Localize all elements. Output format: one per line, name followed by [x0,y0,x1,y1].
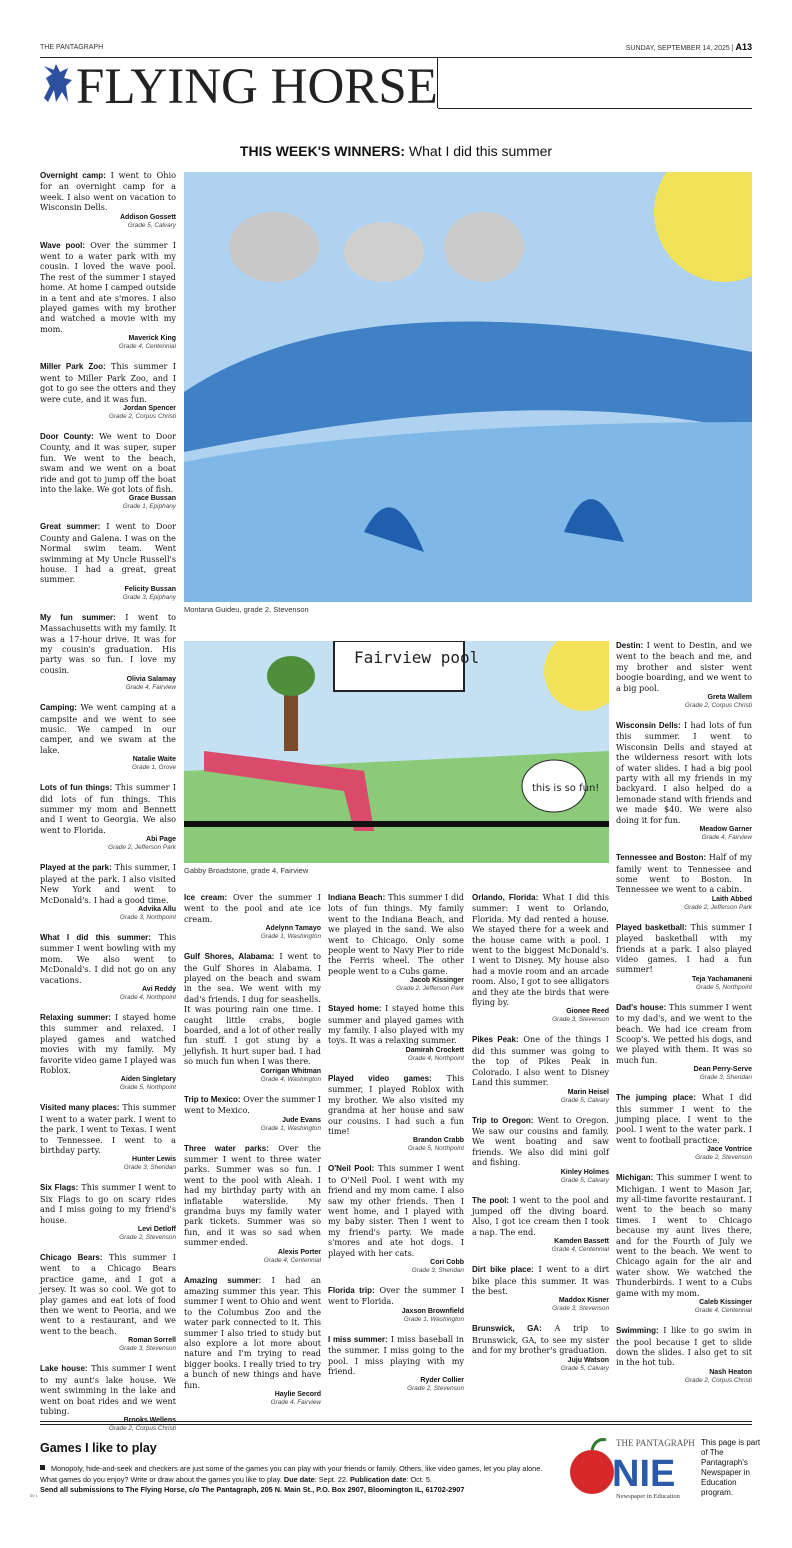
student-grade: Grade 2, Jefferson Park [108,844,176,852]
entry-body [40,932,176,985]
student-grade: Grade 5, Calvary [560,1176,609,1184]
entry-text: This summer I did lots of fun things. My family went to the Indiana Beach, and we played in the sand. We also went to Chicago. Only some people went to Navy Pier to ride the Ferris wheel. The other people went to a Cubs game. [328,892,464,976]
submission-entry [40,240,176,352]
entry-topic: Indiana Beach: [328,893,386,902]
cloud-2 [344,222,424,282]
entry-text: I went to a dirt bike place this summer. It was the best. [472,1264,609,1296]
section-heading-rest: What I did this summer [405,143,553,159]
games-prompt [40,1464,560,1496]
entry-body [328,1003,464,1046]
entry-body [40,862,176,905]
masthead-strip [40,42,752,56]
section-heading-bold: THIS WEEK'S WINNERS: [239,143,406,159]
student-name: Felicity Bussan [124,585,176,593]
student-grade: Grade 2, Jefferson Park [396,985,464,993]
entry-topic: Lake house: [40,1364,88,1374]
student-name: Jacob Kissinger [409,977,464,985]
entry-text: This summer I played basketball with my friends at a park. I also played video games. I had a fun summer! [616,921,752,975]
submission-entry [40,932,176,1002]
entry-body [184,1094,321,1116]
entry-body [616,1002,752,1065]
entry-topic: Chicago Bears: [40,1253,103,1263]
games-title: Games I like to play [40,1441,157,1455]
section-heading [0,143,792,159]
entry-text: Over the summer I went to the pool and ate ice cream. [184,892,321,924]
student-name: Natalie Waite [132,756,176,764]
entry-text: I went to the Gulf Shores in Alabama. I played on the beach and swam in the sea. We went with my dad's friends. I dug for seashells. It was pouring rain one time. I caught little crabs, bogie boarded, and a lot of other really fun stuff. I got stung by a jellyfish. It hurt super bad. I had so much fun when I was there. [184,951,321,1067]
student-name: Jude Evans [282,1116,321,1124]
nie-letters: NIE [612,1453,676,1495]
column-5 [616,640,752,1395]
student-grade: Grade 5, Northpoint [407,1145,464,1153]
submission-entry [472,1264,609,1313]
student-name: Roman Sorrell [128,1337,176,1345]
entry-body [40,1012,176,1075]
entry-text: This summer I went to Michigan. I went to Mason Jar, my all-time favorite restaurant. I went to the beach so many times. I went to Chicago because my aunt lives there, and for the Fourth of July we went to the beach. We went to Chicago again for the air and water show. We watched the Thunderbirds. I went to a Cubs game with my mom. [616,1172,752,1298]
entry-text: A trip to Brunswick, GA, to see my sister and for my brother's graduation. [472,1323,609,1356]
entry-topic: Miller Park Zoo: [40,362,106,372]
column-4 [472,892,609,1383]
student-name: Jordan Spencer [123,404,176,412]
tree-canopy [267,656,315,696]
entry-topic: Visited many places: [40,1103,120,1113]
submission-entry [40,1012,176,1092]
entry-text: This summer I went to my aunt's lake house. We went swimming in the lake and went on boat rides and we went tubing. [40,1363,176,1416]
entry-text: We went camping at a campsite and we went to see music. We camped in our camper, and we swam at the lake. [40,702,176,755]
submission-entry [616,922,752,992]
art1-caption: Montana Guideu, grade 2, Stevenson [184,605,309,614]
entry-text: I went to Destin, and we went to the beach and me, and my brother and sister went boogie boarding, and we went to a big pool. [616,640,752,693]
drawing-ocean [184,172,752,602]
entry-body [472,1264,609,1296]
student-grade: Grade 2, Jefferson Park [684,903,752,911]
entry-topic: Ice cream: [184,893,228,902]
student-name: Abi Page [146,836,176,844]
entry-text: Over the summer I went to Florida. [328,1284,464,1307]
entry-topic: The pool: [472,1195,510,1205]
student-grade: Grade 4, Fairview [125,684,176,692]
entry-body [184,1143,321,1248]
student-name: Teja Yachamaneni [691,975,752,983]
submission-entry [616,720,752,842]
entry-text: This summer, I played at the park. I also visited New York and went to McDonald's. I had a good time. [40,862,176,905]
pub-date: : Oct. 5. [406,1474,432,1484]
submission-entry [184,1143,321,1265]
entry-text: We went to Door County, and it was super, super fun. We went to the beach, swam and we went on a boat ride and got to jump off the boat into the lake. We got lots of fish. [40,430,176,494]
submission-entry [328,1003,464,1063]
entry-body [616,640,752,693]
entry-body [40,702,176,755]
student-grade: Grade 2, Corpus Christi [108,412,176,420]
submission-entry [184,892,321,941]
entry-text: This summer I went to O'Neil Pool. I went with my friend and my mom came. I also saw my other friends. Then I went home, and I played with my baby sister. Then I went to my friend's party. We made s'mores and ate hot dogs. I played with her cats. [328,1163,464,1258]
sign-text: Fairview pool [354,648,480,667]
cloud-3 [444,212,524,282]
submission-entry [40,702,176,772]
student-name: Grace Bussan [128,495,176,503]
submission-entry [40,521,176,601]
student-name: Hunter Lewis [132,1156,176,1164]
student-grade: Grade 4, Centennial [118,343,176,351]
student-name: Advika Allu [138,905,176,913]
student-name: Maddox Kisner [558,1297,609,1305]
due-date: : Sept. 22. [314,1474,351,1484]
student-name: Juju Watson [567,1356,609,1364]
student-name: Damirah Crockett [405,1046,464,1054]
entry-body [472,1115,609,1168]
entry-topic: Destin: [616,641,644,650]
entry-topic: Brunswick, GA: [472,1324,542,1334]
entry-body [184,1275,321,1390]
student-grade: Grade 3, Sheridan [411,1266,464,1274]
student-name: Avi Reddy [142,985,176,993]
student-grade: Grade 2, Corpus Christi [684,702,752,710]
student-name: Kamden Bassett [554,1238,609,1246]
student-name: Marin Heisel [567,1088,609,1096]
drawing-pool [184,641,609,863]
student-grade: Grade 1, Washington [260,933,321,941]
entry-topic: The jumping place: [616,1093,696,1103]
submission-entry [40,612,176,692]
student-grade: Grade 4, Fairview [701,834,752,842]
entry-text: I stayed home this summer and relaxed. I played games and watched movies with my family. My favorite video game I played was Roblox. [40,1011,176,1075]
submission-entry [184,1094,321,1133]
entry-topic: Michigan: [616,1173,654,1183]
column-3 [328,892,464,1403]
entry-topic: Six Flags: [40,1183,79,1193]
submission-entry [328,1334,464,1394]
entry-topic: Played basketball: [616,922,687,932]
page-title: FLYING HORSE [76,59,438,115]
entry-topic: Amazing summer: [184,1275,262,1285]
submission-entry [40,1363,176,1433]
student-name: Jace Vontrice [706,1146,752,1154]
student-name: Ryder Collier [420,1377,464,1385]
student-grade: Grade 4, Centennial [551,1246,609,1254]
entry-topic: O'Neil Pool: [328,1164,375,1174]
pool-edge [184,821,609,827]
column-1 [40,170,176,1443]
entry-topic: Three water parks: [184,1143,269,1153]
student-grade: Grade 4, Northpoint [407,1054,464,1062]
entry-topic: Great summer: [40,522,101,532]
page-number: A13 [735,42,752,52]
student-name: Brooks Wellens [123,1417,176,1425]
entry-text: This summer I went to Six Flags to go on scary rides and I miss going to my friend's house. [40,1182,176,1225]
submission-entry [184,1275,321,1407]
entry-body [40,170,176,213]
student-name: Levi Detloff [137,1226,176,1234]
student-grade: Grade 1, Epiphany [122,503,176,511]
entry-body [40,612,176,675]
submission-entry [40,1102,176,1172]
submission-entry [616,1325,752,1385]
submission-entry [184,951,321,1083]
entry-body [40,521,176,584]
entry-topic: Camping: [40,703,77,713]
submission-entry [40,1182,176,1242]
entry-body [40,1102,176,1155]
entry-topic: Overnight camp: [40,171,106,180]
entry-body [616,922,752,975]
entry-topic: Wave pool: [40,240,86,250]
entry-text: I went to Massachusetts with my family. It was a 17-hour drive. It was for my cousin's graduation. His party was so fun. I love my cousin. [40,611,176,675]
entry-topic: Played at the park: [40,863,112,873]
entry-topic: Played video games: [328,1073,432,1083]
entry-text: Over the summer I went to three water parks. Summer was so fun. I went to the pool with Aleah. I had my birthday party with an inflatable waterslide. My grandma buys my family water park tickets. Summer was so fun, and it was so sad when summer ended. [184,1142,321,1248]
student-name: Maverick King [128,335,176,343]
entry-topic: Dad's house: [616,1002,667,1012]
student-grade: Grade 3, Stevenson [552,1016,609,1024]
entry-body [616,852,752,895]
entry-text: I had an amazing summer this year. This summer I went to Ohio and went to the Columbus Zoo and the water park connected to it. This summer I also tried to study but also explore a lot more about nature and I'm trying to read bigger books. I really tried to try a bunch of new things and have fun. [184,1274,321,1390]
entry-text: I went to the pool and jumped off the diving board. Also, I got ice cream then I took a nap. The end. [472,1194,609,1237]
student-name: Cori Cobb [430,1258,464,1266]
entry-text: This summer I went to my dad's, and we went to the beach. We had ice cream from Scoop's. We petted his dogs, and we played with them. It was so much fun. [616,1001,752,1065]
pub-label: Publication date [350,1474,407,1484]
entry-body [328,1285,464,1307]
date-line: SUNDAY, SEPTEMBER 14, 2025 | A13 [625,42,752,52]
entry-body [472,1195,609,1238]
entry-topic: Trip to Oregon: [472,1115,534,1125]
nie-note: This page is part of The Pantagraph's Newspaper in Education program. [701,1438,761,1497]
submission-entry [616,1092,752,1162]
student-name: Laith Abbed [711,895,752,903]
submission-entry [616,852,752,912]
entry-body [40,361,176,404]
entry-body [328,892,464,976]
student-name: Greta Wallem [707,694,752,702]
bubble-text: this is so fun! [532,783,600,794]
student-grade: Grade 5, Calvary [127,221,176,229]
entry-topic: Lots of fun things: [40,783,113,793]
due-label: Due date [283,1474,315,1484]
student-grade: Grade 4, Centennial [694,1307,752,1315]
submission-entry [40,170,176,230]
paper-name: THE PANTAGRAPH [40,44,104,51]
issue-date: SUNDAY, SEPTEMBER 14, 2025 [625,45,730,52]
entry-text: I like to go swim in the pool because I get to slide down the slides. I also get to sit in the hot tub. [616,1325,752,1368]
entry-body [40,240,176,335]
student-grade: Grade 3, Sheridan [123,1164,176,1172]
student-grade: Grade 1, Washington [260,1124,321,1132]
pegasus-icon [38,58,78,108]
student-grade: Grade 3, Epiphany [122,593,176,601]
entry-text: This summer, I played Roblox with my brother. We also visited my grandma at her house and saw our cousins. I had such a fun time! [328,1072,464,1136]
student-name: Addison Gossett [119,213,176,221]
entry-body [616,1325,752,1368]
submission-entry [472,892,609,1024]
entry-topic: Swimming: [616,1326,659,1336]
entry-body [40,1252,176,1336]
art2-caption: Gabby Broadstone, grade 4, Fairview [184,866,309,875]
entry-body [472,892,609,1007]
entry-body [472,1034,609,1087]
entry-body [472,1323,609,1355]
student-name: Gionee Reed [566,1008,609,1016]
submission-entry [616,640,752,710]
entry-topic: Florida trip: [328,1285,375,1295]
entry-topic: Door County: [40,431,94,441]
nie-logo [568,1428,696,1500]
entry-text: What I did this summer I went to the jumping place. I went to the pool. I went to the water park. I went to football practice. [616,1092,752,1145]
student-name: Dean Perry-Serve [693,1066,752,1074]
student-name: Caleb Kissinger [699,1299,752,1307]
student-grade: Grade 4, Fairview [270,1399,321,1407]
student-grade: Grade 1, Washington [403,1315,464,1323]
entry-text: I had lots of fun this summer. I went to Wisconsin Dells and stayed at the wilderness resort with lots of water slides. I had a big pool party with all my friends in my backyard. I also helped do a lemonade stand with friends and we made $40. We were also doing it for fun. [616,720,752,825]
student-grade: Grade 3, Stevenson [119,1345,176,1353]
student-name: Nash Heaton [709,1368,752,1376]
student-name: Adelynn Tamayo [265,925,321,933]
student-name: Brandon Crabb [413,1137,464,1145]
submission-entry [472,1115,609,1185]
title-divider [437,58,438,108]
entry-text: What I did this summer: I went to Orlando, Florida. My dad rented a house. We stayed there for a week and the house came with a pool. I went to the biggest McDonald's. I went to Disney. My house also had a movie room and an arcade room. Also, I got to see alligators and they ate the birds that were flying by. [472,892,609,1008]
submission-entry [40,862,176,922]
student-grade: Grade 5, Calvary [560,1096,609,1104]
submission-entry [472,1034,609,1104]
prompt-text: Monopoly, hide-and-seek and checkers are just some of the games you can play with your friends or family. Others, like video games, let you play alone. What games do you enjoy? Write or draw about the games you like to play. [40,1464,543,1484]
entry-text: I miss baseball in the summer. I miss going to the pool. I miss playing with my friend. [328,1333,464,1376]
nie-brand: THE PANTAGRAPH [616,1438,695,1448]
entry-text: Went to Oregon. We saw our cousins and family. We went boating and saw friends. We also did mini golf and fishing. [472,1114,609,1168]
student-grade: Grade 4, Centennial [263,1256,321,1264]
student-name: Meadow Garner [699,826,752,834]
student-grade: Grade 4, Washington [260,1075,321,1083]
entry-body [40,1363,176,1416]
student-grade: Grade 3, Sheridan [699,1074,752,1082]
student-name: Corrigan Whitman [260,1067,321,1075]
column-2 [184,892,321,1417]
student-name: Alexis Porter [277,1248,321,1256]
entry-topic: Tennessee and Boston: [616,853,706,863]
submit-address: Send all submissions to The Flying Horse, c/o The Pantagraph, 205 N. Main St., P.O. Box 2907, Bloomington IL, 61702-2907 [40,1485,465,1494]
page-code: 00 1 [30,1493,38,1498]
entry-text: Over the summer I went to a water park with my cousin. I loved the wave pool. The rest of the summer I stayed home. At home I camped outside in a tent and ate s'mores. I also played games with my brother and watched a movie with my mom. [40,239,177,334]
student-grade: Grade 3, Stevenson [552,1305,609,1313]
entry-body [616,1092,752,1145]
submission-entry [328,1163,464,1275]
entry-topic: Dirt bike place: [472,1265,534,1275]
entry-text: One of the things I did this summer was going to the top of Pikes Peak in Colorado. I also went to Disney Land this summer. [472,1034,609,1088]
entry-body [328,1334,464,1377]
entry-topic: What I did this summer: [40,932,151,942]
student-name: Haylie Secord [274,1391,321,1399]
entry-body [616,720,752,825]
entry-body [40,782,176,835]
submission-entry [328,1285,464,1324]
entry-topic: My fun summer: [40,612,116,622]
student-grade: Grade 5, Northpoint [119,1084,176,1092]
entry-text: Over the summer I went to Mexico. [184,1093,322,1116]
entry-topic: Pikes Peak: [472,1035,519,1045]
entry-body [328,1163,464,1258]
submission-entry [616,1002,752,1082]
entry-text: This summer I did lots of fun things. This summer my mom and Bennett and I went to Georgia. We also went to Florida. [40,782,176,835]
title-underline [438,108,752,109]
submission-entry [328,892,464,993]
student-grade: Grade 2, Stevenson [695,1154,752,1162]
submission-entry [472,1195,609,1255]
apple-icon [570,1450,614,1494]
submission-entry [616,1172,752,1315]
lower-water [184,422,752,602]
entry-topic: Stayed home: [328,1004,382,1014]
entry-topic: Orlando, Florida: [472,893,539,902]
entry-topic: Relaxing summer: [40,1012,111,1022]
submission-entry [40,431,176,511]
entry-body [40,1182,176,1225]
student-grade: Grade 5, Calvary [560,1364,609,1372]
entry-text: I stayed home this summer and played games with my family. I also played with my toys. It was a relaxing summer. [328,1003,464,1046]
student-name: Aiden Singletary [120,1076,176,1084]
submission-entry [40,1252,176,1353]
entry-text: This summer I went to a water park. I went to the park. I went to Texas. I went to Tennessee. I went to a birthday party. [40,1102,176,1155]
entry-body [40,431,176,494]
student-grade: Grade 4, Northpoint [119,993,176,1001]
student-name: Jaxson Brownfield [401,1307,464,1315]
bullet-icon [40,1465,45,1470]
nie-sub: Newspaper in Education [616,1493,680,1500]
submission-entry [40,361,176,421]
student-grade: Grade 3, Northpoint [119,913,176,921]
entry-text: Half of my family went to Tennessee and some went to Boston. In Tennessee we went to a cabin. [616,852,752,895]
entry-topic: Gulf Shores, Alabama: [184,952,275,962]
cloud-1 [229,212,319,282]
entry-body [184,951,321,1066]
student-grade: Grade 2, Stevenson [119,1234,176,1242]
student-grade: Grade 5, Northpoint [695,983,752,991]
footer-rule-2 [40,1424,752,1425]
footer-rule [40,1421,752,1422]
entry-text: This summer I went to Miller Park Zoo, and I got to go see the otters and they were cute, and it was fun. [40,361,176,404]
submission-entry [472,1323,609,1372]
entry-text: I went to Door County and Galena. I was on the Normal swim team. Went swimming at My Uncle Russell's house. I had a great, great summer. [40,521,177,585]
entry-topic: Trip to Mexico: [184,1094,241,1104]
student-name: Olivia Salamay [126,676,176,684]
entry-topic: Wisconsin Dells: [616,721,681,731]
submission-entry [40,782,176,852]
submission-entry [328,1073,464,1153]
student-grade: Grade 2, Stevenson [407,1385,464,1393]
entry-topic: I miss summer: [328,1334,388,1344]
student-grade: Grade 2, Corpus Christi [108,1425,176,1433]
student-grade: Grade 2, Corpus Christi [684,1376,752,1384]
student-name: Kinley Holmes [560,1168,609,1176]
entry-body [184,892,321,924]
entry-body [328,1073,464,1136]
entry-text: I went to Ohio for an overnight camp for a week. I also went on vacation to Wisconsin Dells. [40,170,177,213]
entry-text: This summer I went bowling with my mom. We also went to McDonald's. I did not go on any vacations. [40,931,176,985]
entry-body [616,1172,752,1298]
student-grade: Grade 1, Grove [131,764,176,772]
entry-text: This summer I went to a Chicago Bears practice game, and I got a jersey. It was so cool. We got to play games and eat lots of food then we went to Peoria, and we went to a restaurant, and we went to the beach. [40,1252,176,1336]
